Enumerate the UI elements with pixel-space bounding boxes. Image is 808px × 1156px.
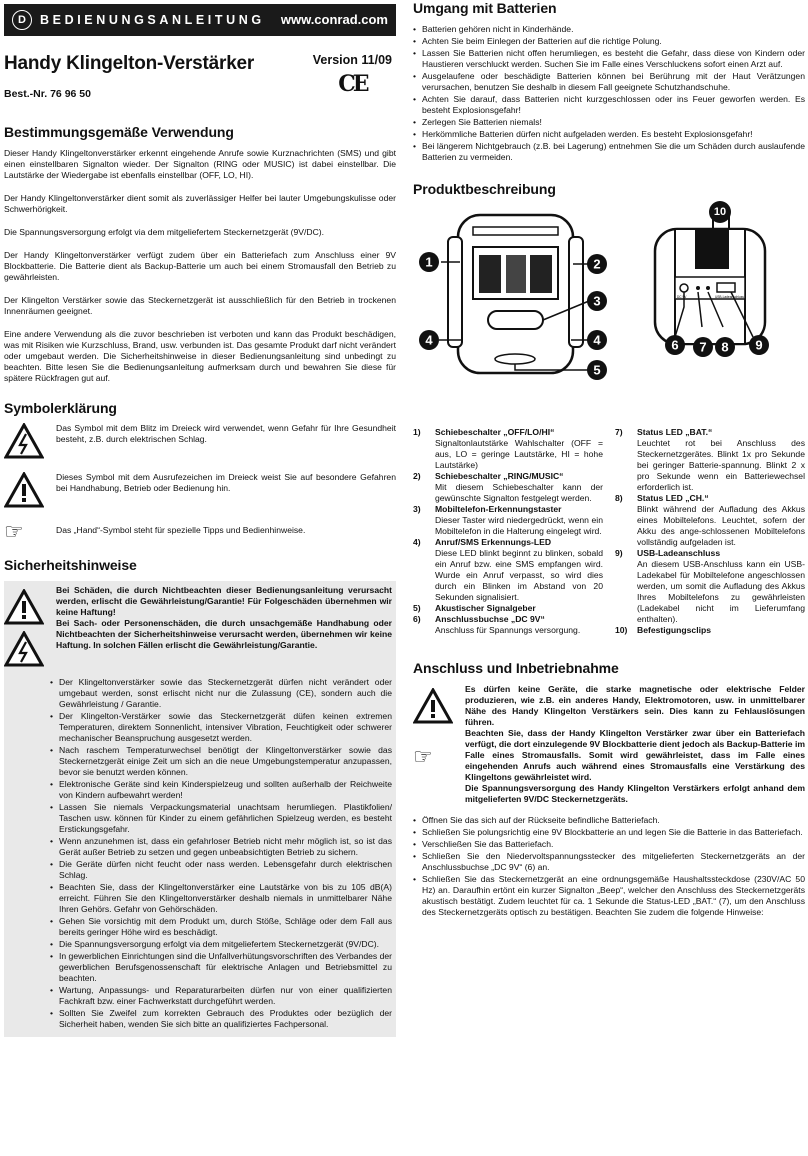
safety-warning-box [4,585,392,667]
language-badge: D [12,10,32,30]
batteries-list [413,24,805,163]
callout-7 [693,337,713,357]
list-item: • Sollten Sie Zweifel zum korrekten Gebrauch des Produktes oder bezüglich der Sicherheit haben, wenden Sie sich bitte an qualifiziertes Fachpersonal. [50,1008,392,1030]
header-url[interactable]: www.conrad.com [280,11,388,27]
batteries-heading: Umgang mit Batterien [413,0,557,16]
symbol-row [4,521,396,543]
paragraph: Die Spannungsversorgung erfolgt via dem mitgeliefertem Steckernetzgerät (9V/DC). [4,226,325,237]
safety-list [50,677,392,1030]
callout-3 [587,291,607,311]
hand-pointer-icon: ☞ [413,743,433,769]
paragraph: Der Handy Klingeltonverstärker verfügt zudem über ein Batteriefach zum Anschluss einer 9V Blockbatterie. Die Batterie dient als Backup-Batterie um auch bei einem Stromausfall den Betrieb zu gewährleisten. [4,249,396,282]
connection-heading: Anschluss und Inbetriebnahme [413,659,619,676]
part-description: An diesem USB-Anschluss kann ein USB-Ladekabel für Mobiltelefone angeschlossen werden, um somit die Aufladung des Akkus Ihres Mobiltelefons zu gewährleisten (Ladekabel nicht im Lieferumfang enthalten). [637,558,805,624]
list-item: • Elektronische Geräte sind kein Kinderspielzeug und sollten außerhalb der Reichweite von Kindern aufbewahrt werden! [50,779,392,801]
part-number: 6) [413,613,421,624]
part-title: USB-Ladeanschluss [637,547,721,558]
safety-heading: Sicherheitshinweise [4,557,137,574]
article-number: Best.-Nr. 76 96 50 [4,88,91,101]
lightning-warning-icon [4,631,44,667]
left-column [4,4,396,1037]
exclamation-warning-icon [413,688,453,724]
list-item: • Beachten Sie, dass der Klingeltonverstärker eine Lautstärke von bis zu 105 dB(A) erreicht. Führen Sie den Klingeltonverstärker deshalb niemals in unmittelbarer Nähe Ihren Gehörs. Gefahr von Gehörschäden. [50,882,392,915]
connection-warning-2: Beachten Sie, dass der Handy Klingelton Verstärker zwar über ein Batteriefach verfügt, die dort einzulegende 9V Blockbatterie dient jedoch als Backup-Batterie im Falle eines Stromausfalls. Somit wird gewährleistet, dass im Falle eines eingehenden Anrufs auch während eines Stromausfalls eine Verstärkung des Klingeltons gewährleistet wird. [465,727,806,782]
list-item: • Gehen Sie vorsichtig mit dem Produkt um, durch Stöße, Schläge oder dem Fall aus bereits geringer Höhe wird es beschädigt. [50,916,392,938]
list-item: • Öffnen Sie das sich auf der Rückseite befindliche Batteriefach. [413,815,805,826]
callout-5 [587,360,607,380]
header-title: BEDIENUNGSANLEITUNG [40,13,265,27]
part-item [615,548,805,625]
part-title: Schiebeschalter „OFF/LO/HI“ [435,426,555,437]
lightning-warning-icon [4,423,56,462]
part-item [413,603,603,614]
right-column [413,0,805,919]
part-item [413,471,603,504]
paragraph: Dieser Handy Klingeltonverstärker erkennt eingehende Anrufe sowie Kurznachrichten (SMS) und gibt einen einstellbaren Signalton wieder. Der Signalton (RING oder MUSIC) ist dabei einstellbar. Die Lautstärke der Wiedergabe ist ebenfalls einstellbar (OFF, LO, HI). [4,147,396,180]
parts-right-column [615,427,805,636]
part-item [615,427,805,493]
part-title: Mobiltelefon-Erkennungstaster [435,503,562,514]
paragraph: Der Handy Klingeltonverstärker dient somit als zuverlässiger Helfer bei lauter Umgebungskulisse oder Schwerhörigkeit. [4,192,396,214]
list-item: • Die Spannungsversorgung erfolgt via dem mitgeliefertem Steckernetzgerät (9V/DC). [50,939,392,950]
ce-mark: CE [338,71,367,97]
list-item: • Achten Sie darauf, dass Batterien nicht kurzgeschlossen oder ins Feuer geworfen werden. Es besteht Explosionsgefahr! [413,94,805,116]
part-number: 7) [615,426,623,437]
part-description: Signaltonlautstärke Wahlschalter (OFF = aus, LO = geringe Lautstärke, HI = hohe Lautstärke) [435,437,603,470]
symbol-text: Dieses Symbol mit dem Ausrufezeichen im Dreieck weist Sie auf besondere Gefahren bei Handhabung, Betrieb oder Bedienung hin. [56,472,396,494]
part-number: 2) [413,470,421,481]
part-number: 8) [615,492,623,503]
safety-warning-1: Bei Schäden, die durch Nichtbeachten dieser Bedienungsanleitung verursacht werden, erlischt die Gewährleistung/Garantie! Für Folgeschäden übernehmen wir keine Haftung! [56,585,392,618]
list-item: • Zerlegen Sie Batterien niemals! [413,117,805,128]
symbol-text: Das „Hand“-Symbol steht für spezielle Tipps und Bedienhinweise. [56,525,306,536]
callout-4-left [419,330,439,350]
safety-section [4,581,396,1037]
svg-text:9: 9 [755,337,763,353]
callout-1 [419,252,439,272]
list-item: • Nach raschem Temperaturwechsel benötigt der Klingeltonverstärker sowie das Steckernetzgerät einige Zeit um sich an die neue Umgebungstemperatur anzupassen, bevor sie benutzt werden können. [50,745,392,778]
connection-warning-box [413,684,805,805]
svg-text:4: 4 [425,332,433,348]
part-description: Leuchtet rot bei Anschluss des Steckernetzgerätes. Blinkt 1x pro Sekunde bei geringer Batterie-spannung. Blinkt 2 x pro Sekunde wenn ein Batteriewechsel erforderlich ist. [637,437,805,492]
product-diagram [413,207,805,407]
symbols-heading: Symbolerklärung [4,399,117,416]
list-item: • Batterien gehören nicht in Kinderhände. [413,24,805,35]
list-item: • Schließen Sie polungsrichtig eine 9V Blockbatterie an und legen Sie die Batterie in das Batteriefach. [413,827,805,838]
svg-text:1: 1 [425,254,433,270]
callout-4-right [587,330,607,350]
part-number: 5) [413,602,421,613]
part-title: Schiebeschalter „RING/MUSIC“ [435,470,564,481]
svg-text:7: 7 [699,339,707,355]
part-description: Blinkt während der Aufladung des Akkus eines Mobiltelefons. Leuchtet, sofern der Akku des ange-schlossenen Mobiltelefons vollständig aufgeladen ist. [637,503,805,547]
list-item: • Bei längerem Nichtgebrauch (z.B. bei Lagerung) entnehmen Sie die um Schäden durch auslaufende Batterien zu vermeiden. [413,141,805,163]
dc-port-label: DC 9V [677,294,687,299]
hand-pointer-icon: ☞ [4,519,24,545]
connection-warning-1: Es dürfen keine Geräte, die starke magnetische oder elektrische Felder produzieren, wie z.B. ein anderes Handy, Elektromotoren, usw. in unmittelbarer Nähe des Handy Klingelton Verstärkers sein. Dies kann zu Fehlauslösungen führen. [465,683,805,727]
intro-heading: Bestimmungsgemäße Verwendung [4,123,234,140]
part-description: Anschluss für Spannungs versorgung. [435,624,581,635]
list-item: • Verschließen Sie das Batteriefach. [413,839,805,850]
part-number: 1) [413,426,421,437]
product-heading: Produktbeschreibung [413,180,556,197]
device-back-view [655,213,765,344]
list-item: • Wenn anzunehmen ist, dass ein gefahrloser Betrieb nicht mehr möglich ist, so ist das Gerät außer Betrieb zu setzen und gegen unbeabsichtigten Betrieb zu sichern. [50,836,392,858]
svg-text:6: 6 [671,337,679,353]
part-description: Mit diesem Schiebeschalter kann der gewünschte Signalton festgelegt werden. [435,481,603,503]
part-item [615,493,805,548]
part-number: 10) [615,624,628,635]
part-item [413,504,603,537]
list-item: • Wartung, Anpassungs- und Reparaturarbeiten dürfen nur von einer qualifizierten Fachkraft bzw. einer Fachwerkstatt durchgeführt werden. [50,985,392,1007]
symbols-section [4,423,396,543]
part-title: Akustischer Signalgeber [435,602,536,613]
connection-steps-list [413,815,805,918]
part-number: 3) [413,503,421,514]
exclamation-warning-icon [4,589,44,625]
safety-warning-2: Bei Sach- oder Personenschäden, die durch unsachgemäße Handhabung oder Nichtbeachten der Sicherheitshinweise verursacht werden, übernehmen wir keine Haftung. In solchen Fällen erlischt die Gewährleistung/Garantie. [56,618,392,651]
part-description: Diese LED blinkt beginnt zu blinken, sobald ein Anruf bzw. eine SMS empfangen wird. Wurde ein Anruf verpasst, so wird dies durch ein Blinken im Abstand von 20 Sekunden signalisiert. [435,547,603,602]
part-number: 4) [413,536,421,547]
svg-text:2: 2 [593,256,601,272]
symbol-row [4,472,396,511]
svg-text:8: 8 [721,339,729,355]
callout-8 [715,337,735,357]
connection-warning-3: Die Spannungsversorgung des Handy Klingelton Verstärkers erfolgt anhand dem mitgelieferten 9V/DC Steckernetzgeräts. [465,782,805,804]
device-front-view [439,215,589,373]
paragraph: Der Klingelton Verstärker sowie das Steckernetzgerät ist ausschließlich für den Betrieb in trockenen Innenräumen geeignet. [4,294,396,316]
list-item: • Der Klingelton-Verstärker sowie das Steckernetzgerät düfen keinen extremen Temperaturen, direktem Sonnenlicht, intensiver Vibration, Feuchtigkeit oder schwerer mechanischer Beanspruchung ausgesetzt werden. [50,711,392,744]
part-item [615,625,805,636]
part-item [413,427,603,471]
list-item: • Lassen Sie niemals Verpackungsmaterial unachtsam herumliegen. Plastikfolien/ Taschen usw. können für Kinder zu einem gefährlichen Spielzeug werden, es besteht Erstickungsgefahr. [50,802,392,835]
parts-list [413,427,805,636]
list-item: • Schließen Sie den Niedervoltspannungsstecker des mitgelieferten Steckernetzgeräts an der Anschlussbuchse „DC 9V“ (6) an. [413,851,805,873]
list-item: • Der Klingeltonverstärker sowie das Steckernetzgerät dürfen nicht verändert oder umgebaut werden, sonst erlischt nicht nur die Zulassung (CE), sondern auch die Gewährleistung / Garantie. [50,677,392,710]
part-title: Anschlussbuchse „DC 9V“ [435,613,545,624]
list-item: • Achten Sie beim Einlegen der Batterien auf die richtige Polung. [413,36,805,47]
part-title: Anruf/SMS Erkennungs-LED [435,536,552,547]
header-bar [4,4,396,36]
part-title: Status LED „CH.“ [637,492,709,503]
symbol-text: Das Symbol mit dem Blitz im Dreieck wird verwendet, wenn Gefahr für Ihre Gesundheit besteht, z.B. durch elektrischen Schlag. [56,423,396,445]
part-number: 9) [615,547,623,558]
part-item [413,614,603,636]
svg-text:4: 4 [593,332,601,348]
callout-6 [665,335,685,355]
callout-10-badge: 10 [709,201,731,223]
part-title: Befestigungsclips [637,624,712,635]
paragraph: Eine andere Verwendung als die zuvor beschrieben ist verboten und kann das Produkt beschädigen, was mit Risiken wie Kurzschluss, Brand, usw. verbunden ist. Das gesamte Produkt darf nicht verändert oder umgebaut werden. Die Sicherheitshinweise in dieser Bedienungsanleitung sind unbedingt zu beachten. Bitte lesen Sie die Bedienungsanleitung aufmerksam durch und bewahren Sie diese für spätere Rückfragen gut auf. [4,328,396,383]
page-title: Handy Klingelton-Verstärker [4,53,255,74]
list-item: • Schließen Sie das Steckernetzgerät an eine ordnungsgemäße Haushaltssteckdose (230V/AC 50 Hz) an. Daraufhin ertönt ein kurzer Signalton „Beep“, welcher den Anschluss des Steckernetzgeräts akustisch bestätigt. Zudem leuchtet für ca. 1 Sekunde die Status-LED „BAT.“ (7), um den Anschluss des Steckernetzgeräts optisch zu bestätigen. Beachten Sie zudem die folgende Hinweise: [413,874,805,918]
product-illustration [413,207,805,397]
usb-port-label: USB-Ladeanschluss [715,294,744,299]
list-item: • Lassen Sie Batterien nicht offen herumliegen, es besteht die Gefahr, dass diese von Kindern oder Haustieren verschluckt werden. Suchen Sie im Falle eines Verschluckens sofort einen Arzt auf. [413,48,805,70]
svg-text:3: 3 [593,293,601,309]
parts-left-column [413,427,603,636]
exclamation-warning-icon [4,472,56,511]
callout-2 [587,254,607,274]
symbol-row [4,423,396,462]
version-label: Version 11/09 [312,53,392,67]
callout-9 [749,335,769,355]
part-title: Status LED „BAT.“ [637,426,713,437]
list-item: • In gewerblichen Einrichtungen sind die Unfallverhütungsvorschriften des Verbandes der gewerblichen Berufsgenossenschaft für elektrische Anlagen und Betriebsmittel zu beachten. [50,951,392,984]
part-item [413,537,603,603]
list-item: • Ausgelaufene oder beschädigte Batterien können bei Berührung mit der Haut Verätzungen verursachen, benutzen Sie deshalb in diesem Fall geeignete Schutzhandschuhe. [413,71,805,93]
svg-text:5: 5 [593,362,601,378]
list-item: • Herkömmliche Batterien dürfen nicht aufgeladen werden. Es besteht Explosionsgefahr! [413,129,805,140]
part-description: Dieser Taster wird niedergedrückt, wenn ein Mobiltelefon in die Halterung eingelegt wird. [435,514,603,536]
list-item: • Die Geräte dürfen nicht feucht oder nass werden. Lebensgefahr durch elektrischen Schlag. [50,859,392,881]
intro-section [4,148,396,384]
